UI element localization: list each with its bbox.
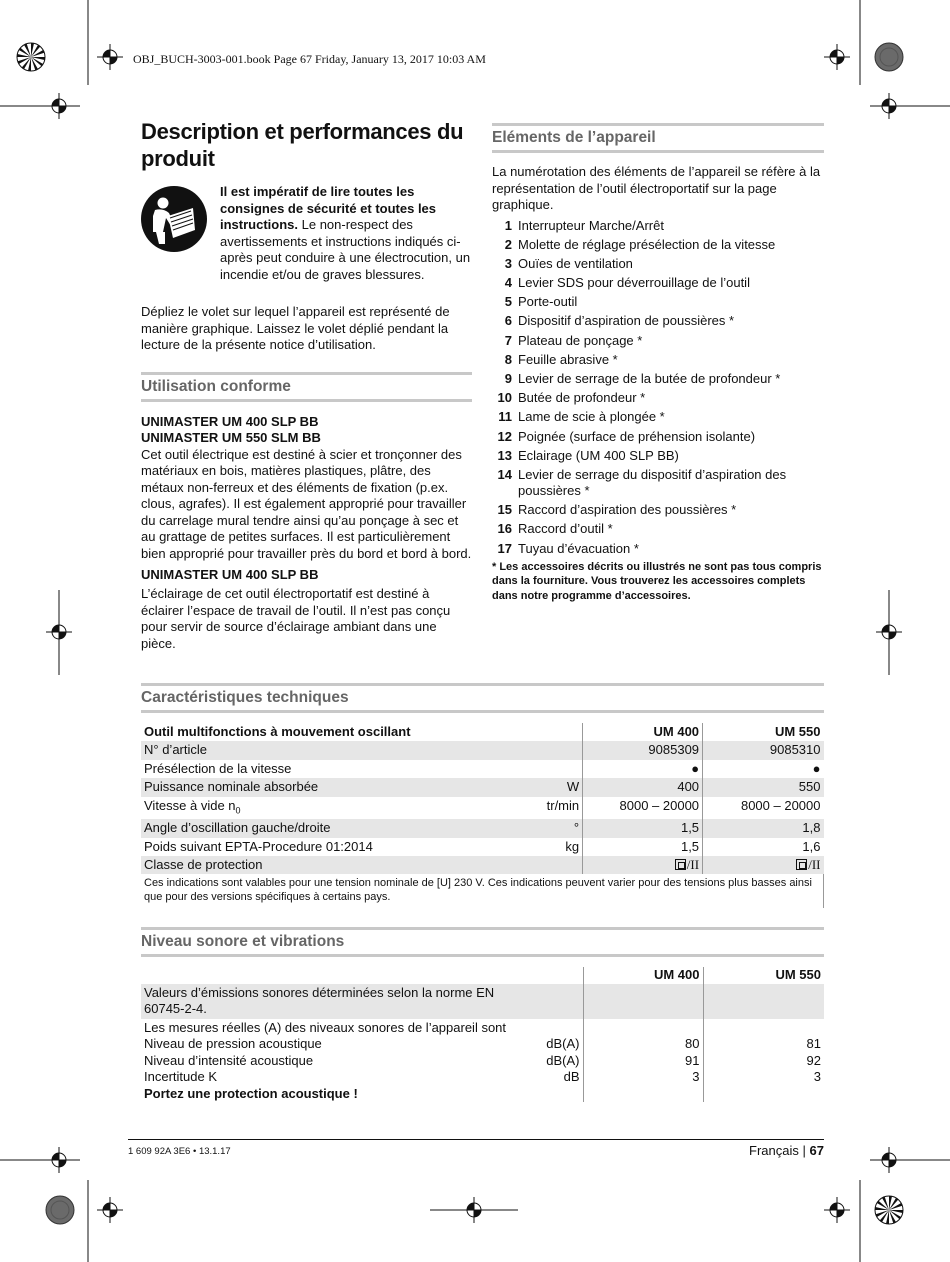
table-row [141, 874, 824, 908]
item-text: Levier de serrage de la butée de profondeur * [518, 371, 781, 386]
item-number: 11 [498, 409, 512, 425]
item-number: 1 [504, 217, 512, 233]
item-text: Levier de serrage du dispositif d’aspiration des poussières * [518, 466, 787, 498]
table-cell [141, 741, 511, 759]
list-item [492, 448, 824, 464]
right-column [492, 123, 824, 603]
row-label: Classe de protection [144, 856, 263, 872]
parts-list [492, 218, 824, 557]
table-cell: UM 400 [583, 967, 703, 984]
specs-table [141, 723, 824, 908]
table-row [141, 1053, 824, 1070]
lighting-text: L’éclairage de cet outil électroportatif est destiné à éclairer l’espace de travail de l’outil. Il n’est pas conçu pour servir de source d’éclairage ambiant dans une pièce. [141, 586, 451, 651]
warning-text [220, 184, 472, 283]
table-cell [141, 856, 511, 874]
item-number: 16 [497, 521, 512, 537]
parts-heading: Eléments de l’appareil [492, 123, 824, 153]
item-text: Levier SDS pour déverrouillage de l’outil [518, 275, 750, 291]
unfold-instruction: Dépliez le volet sur lequel l’appareil est représenté de manière graphique. Laissez le volet déplié pendant la lecture de la présente notice d’utilisation. [141, 304, 450, 352]
table-cell: 9085309 [583, 741, 703, 759]
table-cell: 92 [806, 1052, 821, 1068]
item-number: 6 [504, 313, 512, 329]
table-cell [511, 723, 583, 741]
table-row [141, 723, 824, 741]
table-cell: dB [511, 1069, 583, 1086]
table-row [141, 1086, 824, 1103]
item-text: Porte-outil [518, 294, 578, 310]
read-manual-icon [141, 186, 207, 252]
table-row [141, 760, 824, 778]
table-cell [141, 760, 511, 778]
row-label: Puissance nominale absorbée [144, 779, 319, 795]
protection-class: /II [808, 856, 821, 872]
table-cell: tr/min [511, 797, 583, 820]
model-line: UNIMASTER UM 400 SLP BB [141, 413, 319, 429]
page-title: Description et performances du produit [141, 119, 464, 171]
table-row [141, 838, 824, 856]
table-cell: Outil multifonctions à mouvement oscillant [144, 724, 411, 739]
table-cell [511, 741, 583, 759]
table-row [141, 797, 824, 820]
protection-class: /II [686, 856, 700, 872]
list-item [492, 218, 824, 234]
table-row [141, 984, 824, 1019]
noise-table [141, 967, 824, 1102]
table-cell [141, 819, 511, 837]
table-row [141, 1069, 824, 1086]
table-cell [141, 838, 511, 856]
list-item [492, 390, 824, 406]
row-label: Angle d’oscillation gauche/droite [144, 820, 331, 836]
list-item [492, 429, 824, 445]
table-cell: dB(A) [511, 1053, 583, 1070]
footer-page [749, 1143, 824, 1158]
list-item [492, 313, 824, 329]
table-cell: 8000 – 20000 [740, 797, 821, 813]
footer-rule [128, 1139, 824, 1140]
item-text: Raccord d’outil * [518, 521, 613, 537]
item-text: Eclairage (UM 400 SLP BB) [518, 447, 679, 463]
table-cell: UM 550 [775, 967, 821, 982]
row-label: Poids suivant EPTA-Procedure 01:2014 [144, 838, 373, 854]
double-insulation-icon [675, 859, 686, 870]
list-item [492, 333, 824, 349]
list-item [492, 256, 824, 272]
table-row [141, 967, 824, 984]
usage-text: Cet outil électrique est destiné à scier et tronçonner des matériaux en bois, matières plastiques, plâtre, des métaux non-ferreux et des éléments de fixation (p.ex. clous, agrafes). Il est également approprié pour travailler du carrelage mural tendre ainsi qu’au ponçage à sec et au grattage de petites surfaces. Il est particulièrement bien approprié pour travailler près du bord et bord à bord. [141, 446, 472, 561]
table-cell: 1,8 [703, 819, 824, 837]
usage-heading: Utilisation conforme [141, 372, 472, 402]
row-label: Vitesse à vide n [144, 797, 236, 813]
list-item [492, 371, 824, 387]
row-label: Présélection de la vitesse [144, 760, 292, 776]
table-row [141, 856, 824, 874]
page-number: 67 [809, 1143, 824, 1158]
list-item [492, 467, 824, 499]
table-row [141, 778, 824, 796]
list-item [492, 294, 824, 310]
table-cell: dB(A) [511, 1036, 583, 1053]
specs-heading: Caractéristiques techniques [141, 683, 824, 713]
item-number: 2 [504, 236, 512, 252]
table-cell: UM 400 [583, 723, 703, 741]
footer-separator: | [802, 1143, 806, 1158]
table-cell: 1,6 [802, 838, 821, 854]
table-cell: ● [812, 760, 821, 776]
left-column [141, 118, 472, 652]
table-cell: Niveau d’intensité acoustique [144, 1052, 314, 1068]
item-text: Plateau de ponçage * [518, 332, 643, 348]
item-number: 13 [497, 447, 512, 463]
noise-heading: Niveau sonore et vibrations [141, 927, 824, 957]
list-item [492, 521, 824, 537]
item-text: Lame de scie à plongée * [518, 409, 665, 425]
accessories-note: * Les accessoires décrits ou illustrés ne sont pas tous compris dans la fourniture. Vous trouverez les accessoires complets dans notre programme d’accessoires. [492, 560, 822, 602]
item-number: 10 [497, 390, 512, 406]
item-number: 15 [497, 502, 512, 518]
table-cell: ● [583, 760, 703, 778]
table-cell: 3 [813, 1069, 821, 1084]
list-item [492, 409, 824, 425]
warning-bold: Il est impératif de lire toutes les consignes de sécurité et toutes les instructions. [220, 184, 437, 232]
footer-language: Français [749, 1143, 799, 1158]
item-text: Feuille abrasive * [518, 351, 618, 367]
item-number: 5 [504, 294, 512, 310]
table-cell [583, 856, 703, 874]
list-item [492, 352, 824, 368]
table-cell [141, 797, 511, 820]
table-row [141, 741, 824, 759]
item-text: Dispositif d’aspiration de poussières * [518, 313, 735, 329]
table-cell: 550 [703, 778, 824, 796]
item-text: Poignée (surface de préhension isolante) [518, 428, 756, 444]
item-number: 17 [497, 540, 512, 556]
row-label-subscript: 0 [235, 805, 241, 816]
item-number: 3 [504, 255, 512, 271]
item-text: Ouïes de ventilation [518, 255, 633, 271]
item-text: Raccord d’aspiration des poussières * [518, 502, 737, 518]
list-item [492, 502, 824, 518]
footer-code: 1 609 92A 3E6 • 13.1.17 [128, 1146, 231, 1157]
item-text: Molette de réglage présélection de la vitesse [518, 236, 776, 252]
table-cell: 1,5 [583, 838, 703, 856]
parts-intro: La numérotation des éléments de l’appareil se réfère à la représentation de l’outil électroportatif sur la page graphique. [492, 164, 821, 212]
warning-body: Le non-respect des avertissements et instructions indiqués ci-après peut conduire à une électrocution, un incendie et/ou de graves blessures. [220, 217, 471, 282]
table-cell: 81 [806, 1036, 821, 1051]
book-info-line: OBJ_BUCH-3003-001.book Page 67 Friday, January 13, 2017 10:03 AM [133, 52, 486, 66]
table-cell: 8000 – 20000 [583, 797, 703, 820]
row-label: N° d’article [144, 742, 207, 758]
item-number: 7 [504, 332, 512, 348]
table-cell: Niveau de pression acoustique [144, 1036, 322, 1051]
table-cell: Incertitude K [144, 1069, 217, 1084]
item-number: 14 [497, 466, 512, 482]
table-cell [511, 760, 583, 778]
item-number: 9 [504, 371, 512, 386]
list-item [492, 237, 824, 253]
double-insulation-icon [796, 859, 807, 870]
table-row [141, 1019, 824, 1037]
item-text: Interrupteur Marche/Arrêt [518, 217, 664, 233]
table-cell: 1,5 [583, 819, 703, 837]
table-cell: W [511, 778, 583, 796]
table-cell [511, 856, 583, 874]
table-cell: kg [511, 838, 583, 856]
table-cell: 3 [583, 1069, 703, 1086]
safety-warning [141, 184, 472, 298]
item-number: 12 [497, 428, 512, 444]
table-cell: Les mesures réelles (A) des niveaux sonores de l’appareil sont [144, 1019, 507, 1035]
table-cell [703, 856, 824, 874]
table-cell: 80 [583, 1036, 703, 1053]
model-line: UNIMASTER UM 400 SLP BB [141, 567, 319, 582]
hearing-protection-notice: Portez une protection acoustique ! [144, 1085, 358, 1101]
specs-footnote: Ces indications sont valables pour une tension nominale de [U] 230 V. Ces indications peuvent varier pour des tensions plus basses ainsi que pour des versions spécifiques à certains pays. [141, 874, 824, 908]
item-number: 4 [504, 275, 512, 291]
table-cell: 400 [583, 778, 703, 796]
table-cell: UM 550 [774, 724, 821, 739]
item-text: Butée de profondeur * [518, 390, 646, 406]
table-cell: ° [511, 819, 583, 837]
table-cell: Valeurs d’émissions sonores déterminées selon la norme EN 60745-2-4. [141, 984, 511, 1019]
model-line: UNIMASTER UM 550 SLM BB [141, 429, 321, 445]
table-cell: 9085310 [703, 741, 824, 759]
table-row [141, 1036, 824, 1053]
table-cell [141, 778, 511, 796]
list-item [492, 275, 824, 291]
list-item [492, 541, 824, 557]
item-number: 8 [504, 351, 512, 367]
item-text: Tuyau d’évacuation * [518, 540, 639, 556]
table-cell: 91 [583, 1053, 703, 1070]
table-row [141, 819, 824, 837]
